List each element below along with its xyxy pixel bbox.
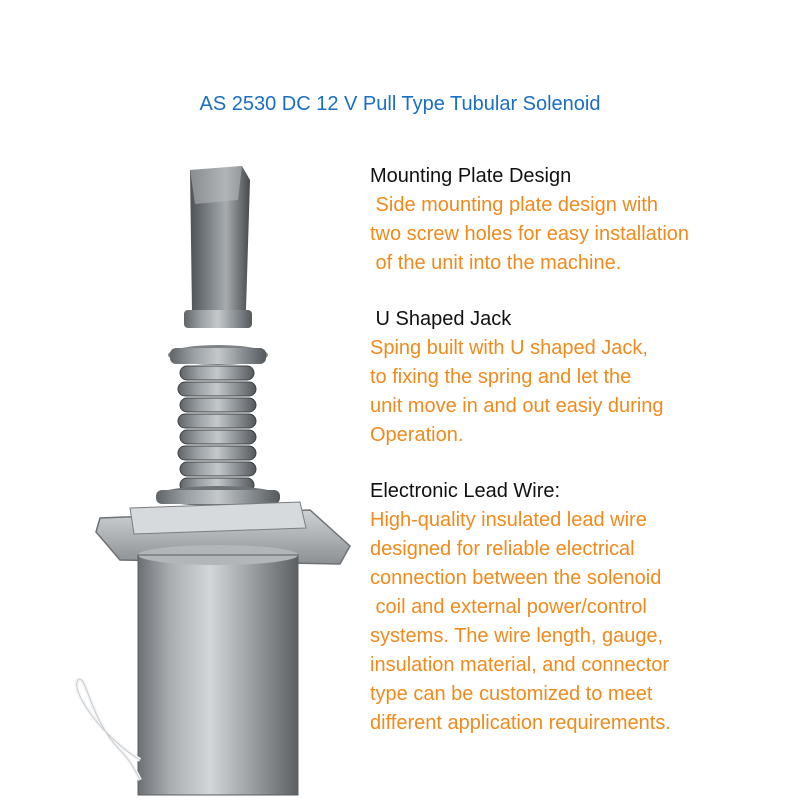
feature-heading: Mounting Plate Design — [370, 165, 572, 187]
feature-mounting-plate — [370, 162, 790, 278]
page-title: AS 2530 DC 12 V Pull Type Tubular Solenoid — [199, 93, 601, 115]
feature-lead-wire — [370, 477, 790, 738]
feature-text-line: systems. The wire length, gauge, — [370, 625, 664, 647]
feature-text-line: different application requirements. — [370, 712, 671, 734]
solenoid-product-image — [60, 160, 360, 800]
feature-heading: U Shaped Jack — [370, 308, 512, 330]
feature-text-line: coil and external power/control — [370, 596, 647, 618]
feature-text-line: connection between the solenoid — [370, 567, 662, 589]
feature-text-line: type can be customized to meet — [370, 683, 653, 705]
feature-text-line: of the unit into the machine. — [370, 252, 622, 274]
feature-u-shaped-jack — [370, 305, 790, 450]
feature-list — [370, 162, 790, 765]
feature-text-line: two screw holes for easy installation — [370, 223, 690, 245]
feature-text-line: to fixing the spring and let the — [370, 366, 632, 388]
feature-text-line: insulation material, and connector — [370, 654, 670, 676]
feature-text-line: designed for reliable electrical — [370, 538, 635, 560]
feature-text-line: Operation. — [370, 424, 464, 446]
feature-text-line: High-quality insulated lead wire — [370, 509, 647, 531]
feature-text-line: Side mounting plate design with — [370, 194, 658, 216]
feature-heading: Electronic Lead Wire: — [370, 480, 561, 502]
feature-text-line: Sping built with U shaped Jack, — [370, 337, 648, 359]
feature-text-line: unit move in and out easiy during — [370, 395, 664, 417]
